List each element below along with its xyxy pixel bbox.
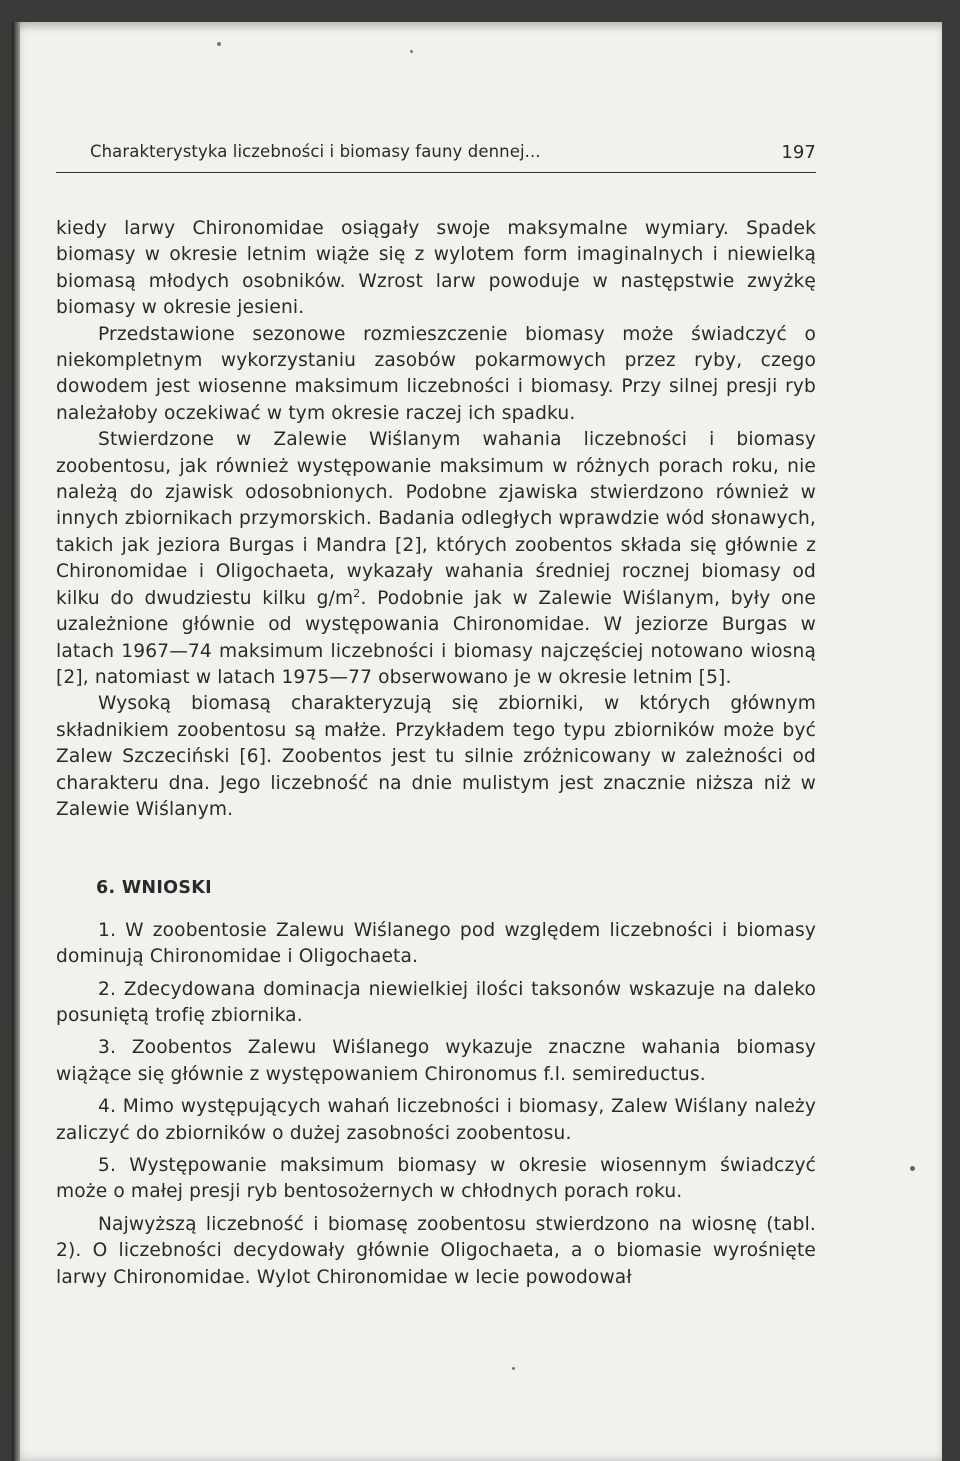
conclusion-1: 1. W zoobentosie Zalewu Wiślanego pod względem liczebności i biomasy dominują Chironomidae i Oligochaeta. xyxy=(56,919,816,968)
dust-speck xyxy=(410,50,413,53)
superscript: 2 xyxy=(353,586,361,600)
paragraph-1: kiedy larwy Chironomidae osiągały swoje maksymalne wymiary. Spadek biomasy w okresie letnim wiąże się z wylotem form imaginalnych i niewielką biomasą młodych osobników. Wzrost larw powoduje w następstwie zwyżkę biomasy w okresie jesieni. xyxy=(56,218,816,319)
body-text xyxy=(56,216,816,1291)
paragraph-3 xyxy=(56,427,816,691)
final-paragraph: Najwyższą liczebność i biomasę zoobentosu stwierdzono na wiosnę (tabl. 2). O liczebności decydowały głównie Oligochaeta, a o biomasie wyrośnięte larwy Chironomidae. Wylot Chironomidae w lecie powodował xyxy=(56,1213,816,1288)
paragraph-2: Przedstawione sezonowe rozmieszczenie biomasy może świadczyć o niekompletnym wykorzystaniu zasobów pokarmowych przez ryby, czego dowodem jest wiosenne maksimum liczebności i biomasy. Przy silnej presji ryb należałoby oczekiwać w tym okresie raczej ich spadku. xyxy=(56,323,816,424)
conclusion-4: 4. Mimo występujących wahań liczebności i biomasy, Zalew Wiślany należy zaliczyć do zbiorników o dużej zasobności zoobentosu. xyxy=(56,1096,816,1144)
dust-speck xyxy=(217,42,221,46)
page-number: 197 xyxy=(781,142,816,163)
section-heading: 6. WNIOSKI xyxy=(96,878,212,899)
header-rule xyxy=(56,172,816,173)
paragraph-4: Wysoką biomasą charakteryzują się zbiorniki, w których głównym składnikiem zoobentosu są małże. Przykładem tego typu zbiorników może być Zalew Szczeciński [6]. Zoobentos jest tu silnie zróżnicowany w zależności od charakteru dna. Jego liczebność na dnie mulistym jest znacznie niższa niż w Zalewie Wiślanym. xyxy=(56,693,816,820)
running-title: Charakterystyka liczebności i biomasy fauny dennej... xyxy=(90,142,541,161)
paragraph-3-tail: . Podobnie jak w Zalewie Wiślanym, były one uzależnione głównie od występowania Chironomidae. W jeziorze Burgas w latach 1967—74 maksimum liczebności i biomasy najczęściej notowano wiosną [2], natomiast w latach 1975—77 obserwowano je w okresie letnim [5]. xyxy=(56,587,817,688)
conclusion-5: 5. Występowanie maksimum biomasy w okresie wiosennym świadczyć może o małej presji ryb bentosożernych w chłodnych porach roku. xyxy=(56,1155,816,1203)
dust-speck xyxy=(910,1166,915,1171)
document-page xyxy=(12,22,942,1461)
conclusion-2: 2. Zdecydowana dominacja niewielkiej ilości taksonów wskazuje na daleko posuniętą trofię zbiornika. xyxy=(56,978,816,1026)
paragraph-3-text: Stwierdzone w Zalewie Wiślanym wahania liczebności i biomasy zoobentosu, jak również występowanie maksimum w różnych porach roku, nie należą do zjawisk odosobnionych. Podobne zjawiska stwierdzono również w innych zbiornikach przymorskich. Badania odległych wprawdzie wód słonawych, takich jak jeziora Burgas i Mandra [2], których zoobentos składa się głównie z Chironomidae i Oligochaeta, wykazały wahania średniej rocznej biomasy od kilku do dwudziestu kilku g/m xyxy=(56,429,816,609)
page-shadow-edge xyxy=(12,22,20,1461)
dust-speck xyxy=(512,1367,515,1370)
running-header xyxy=(90,142,816,170)
conclusion-3: 3. Zoobentos Zalewu Wiślanego wykazuje znaczne wahania biomasy wiążące się głównie z występowaniem Chironomus f.l. semireductus. xyxy=(56,1037,816,1085)
